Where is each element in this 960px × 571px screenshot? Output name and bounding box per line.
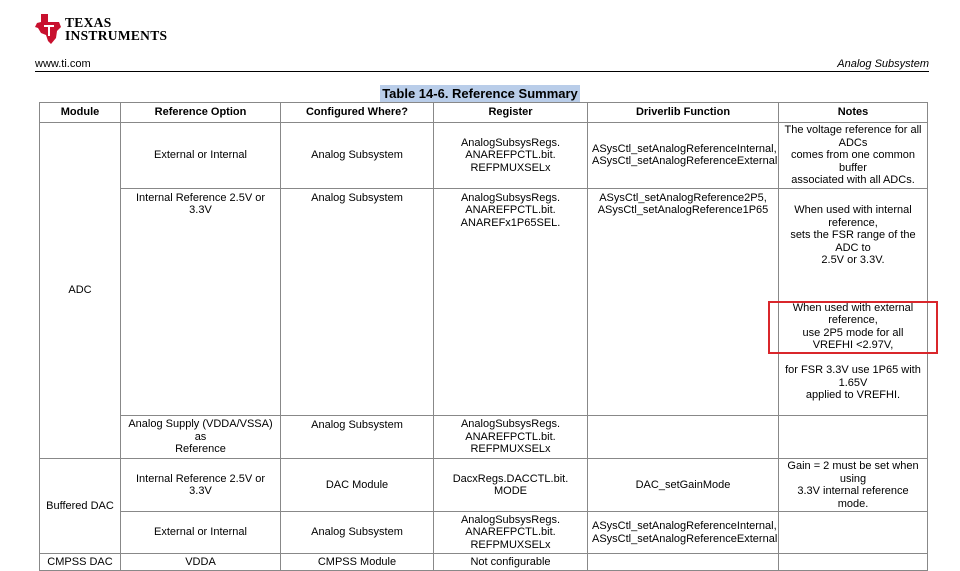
table-header-row xyxy=(40,103,928,123)
table-title: Table 14-6. Reference Summary xyxy=(382,86,578,101)
notes-cell xyxy=(779,554,928,571)
col-header-reference-option: Reference Option xyxy=(121,103,281,123)
table-row xyxy=(40,416,928,459)
configured-where-cell: Analog Subsystem xyxy=(281,188,434,416)
notes-cell xyxy=(779,512,928,554)
brand-line1: TEXAS xyxy=(65,15,112,30)
notes-external-highlighted: When used with external reference, use 2P5 mode for all VREFHI <2.97V, xyxy=(792,301,914,351)
section-name: Analog Subsystem xyxy=(837,58,929,70)
driverlib-function-cell: DAC_setGainMode xyxy=(588,459,779,512)
configured-where-cell: Analog Subsystem xyxy=(281,416,434,459)
module-cell: ADC xyxy=(40,123,121,459)
notes-internal: When used with internal reference, sets the FSR range of the ADC to 2.5V or 3.3V. xyxy=(790,204,916,266)
configured-where-cell: Analog Subsystem xyxy=(281,512,434,554)
register-cell: AnalogSubsysRegs. ANAREFPCTL.bit. ANAREFx1P65SEL. xyxy=(434,188,588,416)
driverlib-function-cell xyxy=(588,554,779,571)
driverlib-function-cell xyxy=(588,416,779,459)
col-header-register: Register xyxy=(434,103,588,123)
notes-external-rest: for FSR 3.3V use 1P65 with 1.65V applied to VREFHI. xyxy=(785,364,921,401)
notes-cell xyxy=(779,416,928,459)
configured-where-cell: DAC Module xyxy=(281,459,434,512)
texas-state-icon xyxy=(35,14,61,44)
ti-logo xyxy=(35,12,167,46)
col-header-module: Module xyxy=(40,103,121,123)
register-cell: AnalogSubsysRegs. ANAREFPCTL.bit. REFPMUXSELx xyxy=(434,416,588,459)
driverlib-function-cell: ASysCtl_setAnalogReferenceInternal, ASysCtl_setAnalogReferenceExternal xyxy=(588,123,779,189)
reference-option-cell: External or Internal xyxy=(121,512,281,554)
module-cell: CMPSS DAC xyxy=(40,554,121,571)
driverlib-function-cell: ASysCtl_setAnalogReferenceInternal, ASysCtl_setAnalogReferenceExternal xyxy=(588,512,779,554)
register-cell: DacxRegs.DACCTL.bit. MODE xyxy=(434,459,588,512)
reference-option-cell: External or Internal xyxy=(121,123,281,189)
table-row xyxy=(40,512,928,554)
table-row xyxy=(40,459,928,512)
notes-cell: Gain = 2 must be set when using 3.3V internal reference mode. xyxy=(779,459,928,512)
configured-where-cell: CMPSS Module xyxy=(281,554,434,571)
register-cell: AnalogSubsysRegs. ANAREFPCTL.bit. REFPMUXSELx xyxy=(434,123,588,189)
col-header-driverlib-function: Driverlib Function xyxy=(588,103,779,123)
module-cell: Buffered DAC xyxy=(40,459,121,554)
website-link[interactable]: www.ti.com xyxy=(35,58,91,70)
col-header-configured-where: Configured Where? xyxy=(281,103,434,123)
table-row xyxy=(40,554,928,571)
brand-wordmark xyxy=(65,16,167,42)
reference-summary-table xyxy=(39,102,928,571)
reference-option-cell: Analog Supply (VDDA/VSSA) as Reference xyxy=(121,416,281,459)
reference-option-cell: Internal Reference 2.5V or 3.3V xyxy=(121,188,281,416)
brand-line2: INSTRUMENTS xyxy=(65,28,168,43)
col-header-notes: Notes xyxy=(779,103,928,123)
reference-option-cell: Internal Reference 2.5V or 3.3V xyxy=(121,459,281,512)
configured-where-cell: Analog Subsystem xyxy=(281,123,434,189)
reference-option-cell: VDDA xyxy=(121,554,281,571)
table-row xyxy=(40,123,928,189)
register-cell: Not configurable xyxy=(434,554,588,571)
table-title-wrap xyxy=(0,85,960,103)
register-cell: AnalogSubsysRegs. ANAREFPCTL.bit. REFPMUXSELx xyxy=(434,512,588,554)
notes-cell xyxy=(779,188,928,416)
header-divider xyxy=(35,71,929,72)
table-row xyxy=(40,188,928,416)
notes-cell: The voltage reference for all ADCs comes from one common buffer associated with all ADCs. xyxy=(779,123,928,189)
driverlib-function-cell: ASysCtl_setAnalogReference2P5, ASysCtl_setAnalogReference1P65 xyxy=(588,188,779,416)
